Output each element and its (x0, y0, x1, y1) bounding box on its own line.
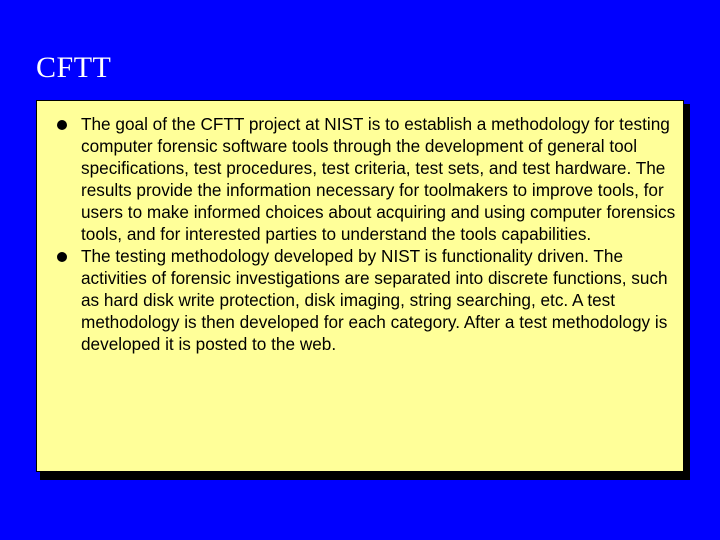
content-panel (36, 100, 684, 472)
bullet-text-methodology: The testing methodology developed by NIST is functionality driven. The activities of forensic investigations are separated into discrete functions, such as hard disk write protection, disk imaging, string searching, etc. A test methodology is then developed for each category. After a test methodology is developed it is posted to the web. (81, 246, 668, 354)
slide-title: CFTT (36, 51, 112, 84)
bullet-dot-icon (57, 120, 67, 130)
bullet-item-methodology (57, 245, 679, 355)
bullet-text-goal: The goal of the CFTT project at NIST is to establish a methodology for testing computer forensic software tools through the development of general tool specifications, test procedures, test criteria, test sets, and test hardware. The results provide the information necessary for toolmakers to improve tools, for users to make informed choices about acquiring and using computer forensics tools, and for interested parties to understand the tools capabilities. (81, 114, 676, 244)
bullet-dot-icon (57, 252, 67, 262)
bullet-item-goal (57, 113, 679, 245)
bullet-list (57, 113, 679, 355)
